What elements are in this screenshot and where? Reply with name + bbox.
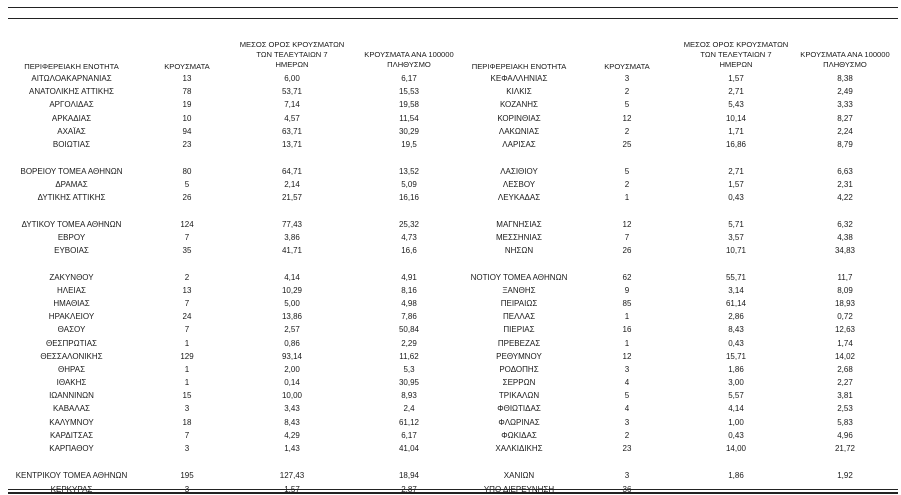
- right-row-name: ΡΟΔΟΠΗΣ: [499, 365, 539, 374]
- left-row-per: 16,6: [401, 246, 417, 255]
- left-row-avg: 13,71: [281, 140, 303, 149]
- right-row-cases: 5: [624, 167, 630, 176]
- left-row-avg: 4,14: [284, 273, 300, 282]
- right-row-avg: 10,71: [725, 246, 747, 255]
- right-row-name: ΠΙΕΡΙΑΣ: [503, 325, 535, 334]
- right-row-per: 12,63: [834, 325, 856, 334]
- right-row-name: ΦΛΩΡΙΝΑΣ: [498, 418, 540, 427]
- left-row-name: ΚΑΛΥΜΝΟΥ: [49, 418, 94, 427]
- right-row-avg: 10,14: [725, 114, 747, 123]
- left-row-avg: 10,29: [281, 286, 303, 295]
- left-row-cases: 18: [182, 418, 192, 427]
- right-row-per: 8,09: [837, 286, 853, 295]
- left-row-cases: 124: [180, 220, 194, 229]
- left-row-cases: 13: [182, 286, 192, 295]
- left-row-name: ΚΕΝΤΡΙΚΟΥ ΤΟΜΕΑ ΑΘΗΝΩΝ: [15, 471, 128, 480]
- right-row-cases: 2: [624, 87, 630, 96]
- right-row-name: ΝΗΣΩΝ: [504, 246, 534, 255]
- right-row-name: ΧΑΛΚΙΔΙΚΗΣ: [495, 444, 543, 453]
- right-row-name: ΣΕΡΡΩΝ: [502, 378, 536, 387]
- right-row-cases: 1: [624, 339, 630, 348]
- top-rule-2: [8, 18, 898, 19]
- left-row-cases: 129: [180, 352, 194, 361]
- right-row-cases: 3: [624, 418, 630, 427]
- right-row-avg: 5,71: [728, 220, 744, 229]
- left-row-avg: 2,57: [284, 325, 300, 334]
- right-row-per: 14,02: [834, 352, 856, 361]
- left-row-name: ΘΕΣΣΑΛΟΝΙΚΗΣ: [40, 352, 103, 361]
- right-row-avg: 1,71: [728, 127, 744, 136]
- left-row-avg: 3,43: [284, 404, 300, 413]
- right-row-avg: 2,71: [728, 87, 744, 96]
- right-row-cases: 25: [622, 140, 632, 149]
- left-row-per: 5,09: [401, 180, 417, 189]
- right-row-avg: 2,71: [728, 167, 744, 176]
- header-per-line2: ΠΛΗΘΥΣΜΟ: [387, 60, 431, 69]
- right-row-avg: 1,57: [728, 180, 744, 189]
- left-row-name: ΔΥΤΙΚΟΥ ΤΟΜΕΑ ΑΘΗΝΩΝ: [21, 220, 122, 229]
- top-rule: [8, 7, 898, 8]
- right-row-cases: 4: [624, 404, 630, 413]
- right-row-avg: 55,71: [725, 273, 747, 282]
- right-row-name: ΤΡΙΚΑΛΩΝ: [498, 391, 540, 400]
- left-row-name: ΑΙΤΩΛΟΑΚΑΡΝΑΝΙΑΣ: [31, 74, 112, 83]
- left-row-cases: 1: [184, 365, 190, 374]
- left-row-per: 7,86: [401, 312, 417, 321]
- left-row-name: ΕΒΡΟΥ: [57, 233, 86, 242]
- right-row-per: 2,24: [837, 127, 853, 136]
- header-region-left: ΠΕΡΙΦΕΡΕΙΑΚΗ ΕΝΟΤΗΤΑ: [24, 62, 119, 71]
- left-row-per: 2,29: [401, 339, 417, 348]
- right-row-cases: 23: [622, 444, 632, 453]
- right-row-cases: 12: [622, 352, 632, 361]
- right-row-per: 21,72: [834, 444, 856, 453]
- left-row-cases: 195: [180, 471, 194, 480]
- right-row-per: 34,83: [834, 246, 856, 255]
- right-row-cases: 4: [624, 378, 630, 387]
- left-row-name: ΚΑΡΠΑΘΟΥ: [49, 444, 94, 453]
- left-row-name: ΘΗΡΑΣ: [57, 365, 86, 374]
- left-row-per: 30,29: [398, 127, 420, 136]
- left-row-cases: 2: [184, 273, 190, 282]
- right-row-cases: 12: [622, 114, 632, 123]
- right-row-avg: 4,14: [728, 404, 744, 413]
- right-row-avg: 16,86: [725, 140, 747, 149]
- right-row-name: ΚΕΦΑΛΛΗΝΙΑΣ: [490, 74, 548, 83]
- left-row-cases: 26: [182, 193, 192, 202]
- left-row-name: ΙΩΑΝΝΙΝΩΝ: [49, 391, 94, 400]
- left-row-per: 8,16: [401, 286, 417, 295]
- left-row-per: 6,17: [401, 74, 417, 83]
- right-row-per: 18,93: [834, 299, 856, 308]
- left-row-per: 13,52: [398, 167, 420, 176]
- right-row-per: 2,53: [837, 404, 853, 413]
- right-row-cases: 5: [624, 100, 630, 109]
- right-row-per: 4,22: [837, 193, 853, 202]
- header-avg-line1: ΜΕΣΟΣ ΟΡΟΣ ΚΡΟΥΣΜΑΤΩΝ: [239, 40, 345, 49]
- left-row-cases: 1: [184, 339, 190, 348]
- bottom-rule: [8, 489, 898, 490]
- left-row-per: 19,58: [398, 100, 420, 109]
- left-row-avg: 21,57: [281, 193, 303, 202]
- right-row-name: ΛΑΣΙΘΙΟΥ: [500, 167, 538, 176]
- left-row-name: ΑΡΚΑΔΙΑΣ: [51, 114, 92, 123]
- left-row-cases: 3: [184, 444, 190, 453]
- left-row-name: ΚΑΒΑΛΑΣ: [53, 404, 90, 413]
- right-row-per: 0,72: [837, 312, 853, 321]
- left-row-cases: 24: [182, 312, 192, 321]
- right-row-avg: 3,00: [728, 378, 744, 387]
- right-row-name: ΦΩΚΙΔΑΣ: [501, 431, 537, 440]
- right-row-per: 1,92: [837, 471, 853, 480]
- left-row-avg: 2,14: [284, 180, 300, 189]
- right-row-name: ΠΕΙΡΑΙΩΣ: [500, 299, 538, 308]
- left-row-cases: 35: [182, 246, 192, 255]
- right-row-cases: 2: [624, 127, 630, 136]
- right-row-cases: 3: [624, 74, 630, 83]
- right-row-cases: 62: [622, 273, 632, 282]
- header-per-line1: ΚΡΟΥΣΜΑΤΑ ΑΝΑ 100000: [800, 50, 890, 59]
- left-row-name: ΒΟΡΕΙΟΥ ΤΟΜΕΑ ΑΘΗΝΩΝ: [20, 167, 123, 176]
- left-row-name: ΖΑΚΥΝΘΟΥ: [49, 273, 94, 282]
- right-row-name: ΡΕΘΥΜΝΟΥ: [496, 352, 542, 361]
- left-row-name: ΙΘΑΚΗΣ: [56, 378, 87, 387]
- left-row-per: 50,84: [398, 325, 420, 334]
- left-row-avg: 0,14: [284, 378, 300, 387]
- left-row-cases: 80: [182, 167, 192, 176]
- left-row-per: 61,12: [398, 418, 420, 427]
- right-row-cases: 26: [622, 246, 632, 255]
- left-row-avg: 63,71: [281, 127, 303, 136]
- left-row-name: ΗΜΑΘΙΑΣ: [53, 299, 90, 308]
- left-row-name: ΔΡΑΜΑΣ: [55, 180, 88, 189]
- right-row-avg: 8,43: [728, 325, 744, 334]
- right-row-per: 3,81: [837, 391, 853, 400]
- right-row-per: 6,63: [837, 167, 853, 176]
- left-row-avg: 8,43: [284, 418, 300, 427]
- right-row-avg: 1,57: [728, 74, 744, 83]
- right-row-cases: 1: [624, 312, 630, 321]
- left-row-per: 41,04: [398, 444, 420, 453]
- right-row-cases: 3: [624, 471, 630, 480]
- left-row-name: ΑΡΓΟΛΙΔΑΣ: [49, 100, 94, 109]
- right-row-avg: 5,57: [728, 391, 744, 400]
- left-row-avg: 3,86: [284, 233, 300, 242]
- header-avg-line2: ΤΩΝ ΤΕΛΕΥΤΑΙΩΝ 7: [700, 50, 772, 59]
- right-row-per: 2,68: [837, 365, 853, 374]
- header-per-left: [354, 50, 464, 70]
- right-row-per: 2,27: [837, 378, 853, 387]
- left-row-per: 2,4: [403, 404, 415, 413]
- left-row-avg: 2,00: [284, 365, 300, 374]
- right-row-per: 11,7: [837, 273, 853, 282]
- right-row-avg: 61,14: [725, 299, 747, 308]
- left-row-avg: 41,71: [281, 246, 303, 255]
- left-row-name: ΗΡΑΚΛΕΙΟΥ: [48, 312, 95, 321]
- header-cases-left: ΚΡΟΥΣΜΑΤΑ: [164, 62, 210, 71]
- left-row-cases: 1: [184, 378, 190, 387]
- right-row-per: 8,79: [837, 140, 853, 149]
- right-row-cases: 5: [624, 391, 630, 400]
- header-per-line1: ΚΡΟΥΣΜΑΤΑ ΑΝΑ 100000: [364, 50, 454, 59]
- left-row-name: ΔΥΤΙΚΗΣ ΑΤΤΙΚΗΣ: [37, 193, 106, 202]
- header-avg-line1: ΜΕΣΟΣ ΟΡΟΣ ΚΡΟΥΣΜΑΤΩΝ: [683, 40, 789, 49]
- right-row-per: 3,33: [837, 100, 853, 109]
- right-row-name: ΠΕΛΛΑΣ: [502, 312, 536, 321]
- header-avg-line3: ΗΜΕΡΩΝ: [719, 60, 753, 69]
- left-row-per: 11,54: [399, 114, 419, 123]
- right-row-name: ΚΟΖΑΝΗΣ: [499, 100, 539, 109]
- right-row-avg: 2,86: [728, 312, 744, 321]
- right-row-avg: 3,57: [728, 233, 744, 242]
- right-row-avg: 15,71: [725, 352, 747, 361]
- right-row-name: ΚΟΡΙΝΘΙΑΣ: [497, 114, 541, 123]
- right-row-name: ΠΡΕΒΕΖΑΣ: [497, 339, 541, 348]
- right-row-cases: 2: [624, 431, 630, 440]
- right-row-cases: 16: [622, 325, 632, 334]
- right-row-name: ΚΙΛΚΙΣ: [506, 87, 532, 96]
- left-row-per: 15,53: [398, 87, 420, 96]
- left-row-avg: 4,29: [284, 431, 300, 440]
- right-row-avg: 14,00: [725, 444, 747, 453]
- left-row-per: 16,16: [398, 193, 420, 202]
- right-row-avg: 5,43: [728, 100, 744, 109]
- right-row-cases: 3: [624, 365, 630, 374]
- right-row-avg: 0,43: [728, 431, 744, 440]
- right-row-per: 2,31: [837, 180, 853, 189]
- right-row-name: ΜΕΣΣΗΝΙΑΣ: [496, 233, 542, 242]
- left-row-avg: 53,71: [281, 87, 303, 96]
- left-row-per: 4,98: [401, 299, 417, 308]
- right-row-name: ΛΕΣΒΟΥ: [502, 180, 536, 189]
- right-row-per: 8,27: [837, 114, 853, 123]
- right-row-per: 6,32: [837, 220, 853, 229]
- right-row-name: ΝΟΤΙΟΥ ΤΟΜΕΑ ΑΘΗΝΩΝ: [470, 273, 568, 282]
- left-row-per: 25,32: [398, 220, 420, 229]
- left-row-per: 4,91: [401, 273, 417, 282]
- right-row-per: 5,83: [837, 418, 853, 427]
- left-row-avg: 7,14: [284, 100, 300, 109]
- header-avg-line3: ΗΜΕΡΩΝ: [275, 60, 309, 69]
- left-row-avg: 4,57: [284, 114, 300, 123]
- left-row-avg: 13,86: [281, 312, 303, 321]
- left-row-avg: 77,43: [281, 220, 303, 229]
- left-row-avg: 10,00: [281, 391, 303, 400]
- right-row-name: ΦΘΙΩΤΙΔΑΣ: [497, 404, 541, 413]
- left-row-avg: 127,43: [279, 471, 305, 480]
- header-avg-right: [678, 40, 794, 70]
- right-row-name: ΜΑΓΝΗΣΙΑΣ: [496, 220, 542, 229]
- right-row-avg: 1,00: [728, 418, 744, 427]
- right-row-per: 8,38: [837, 74, 853, 83]
- right-row-per: 2,49: [837, 87, 853, 96]
- right-row-per: 4,96: [837, 431, 853, 440]
- right-row-avg: 0,43: [728, 339, 744, 348]
- left-row-avg: 1,43: [284, 444, 300, 453]
- left-row-name: ΚΑΡΔΙΤΣΑΣ: [49, 431, 94, 440]
- right-row-name: ΧΑΝΙΩΝ: [503, 471, 535, 480]
- right-row-cases: 9: [624, 286, 630, 295]
- left-row-per: 8,93: [401, 391, 417, 400]
- left-row-cases: 7: [184, 233, 190, 242]
- header-region-right: ΠΕΡΙΦΕΡΕΙΑΚΗ ΕΝΟΤΗΤΑ: [471, 62, 567, 71]
- header-per-line2: ΠΛΗΘΥΣΜΟ: [823, 60, 867, 69]
- left-row-cases: 13: [182, 74, 192, 83]
- right-row-avg: 0,43: [728, 193, 744, 202]
- left-row-cases: 78: [182, 87, 192, 96]
- left-row-name: ΗΛΕΙΑΣ: [57, 286, 86, 295]
- left-row-cases: 7: [184, 431, 190, 440]
- right-row-avg: 3,14: [728, 286, 744, 295]
- left-row-avg: 93,14: [281, 352, 303, 361]
- header-cases-right: ΚΡΟΥΣΜΑΤΑ: [604, 62, 650, 71]
- left-row-cases: 10: [182, 114, 192, 123]
- left-row-cases: 5: [184, 180, 190, 189]
- left-row-cases: 19: [182, 100, 192, 109]
- right-row-cases: 1: [624, 193, 630, 202]
- header-per-right: [790, 50, 900, 70]
- right-row-name: ΞΑΝΘΗΣ: [502, 286, 536, 295]
- right-row-name: ΛΑΚΩΝΙΑΣ: [498, 127, 540, 136]
- right-row-cases: 85: [622, 299, 632, 308]
- left-row-name: ΘΕΣΠΡΩΤΙΑΣ: [46, 339, 97, 348]
- left-row-per: 5,3: [403, 365, 415, 374]
- left-row-cases: 7: [184, 325, 190, 334]
- right-row-cases: 12: [622, 220, 632, 229]
- left-row-per: 18,94: [398, 471, 420, 480]
- left-row-per: 4,73: [401, 233, 417, 242]
- header-avg-left: [234, 40, 350, 70]
- left-row-name: ΘΑΣΟΥ: [57, 325, 86, 334]
- right-row-per: 1,74: [837, 339, 853, 348]
- left-row-avg: 0,86: [284, 339, 300, 348]
- right-row-avg: 1,86: [728, 365, 744, 374]
- right-row-avg: 1,86: [728, 471, 744, 480]
- left-row-name: ΕΥΒΟΙΑΣ: [54, 246, 89, 255]
- left-row-cases: 94: [182, 127, 192, 136]
- left-row-avg: 64,71: [281, 167, 303, 176]
- header-avg-line2: ΤΩΝ ΤΕΛΕΥΤΑΙΩΝ 7: [256, 50, 328, 59]
- left-row-cases: 23: [182, 140, 192, 149]
- left-row-per: 6,17: [401, 431, 417, 440]
- right-row-per: 4,38: [837, 233, 853, 242]
- left-row-cases: 15: [182, 391, 192, 400]
- right-row-name: ΛΕΥΚΑΔΑΣ: [497, 193, 541, 202]
- left-row-name: ΑΝΑΤΟΛΙΚΗΣ ΑΤΤΙΚΗΣ: [29, 87, 114, 96]
- right-row-name: ΛΑΡΙΣΑΣ: [502, 140, 536, 149]
- left-row-name: ΑΧΑΪΑΣ: [57, 127, 86, 136]
- bottom-rule-2: [8, 492, 898, 494]
- left-row-avg: 5,00: [284, 299, 300, 308]
- left-row-per: 11,62: [399, 352, 419, 361]
- right-row-cases: 7: [624, 233, 630, 242]
- right-row-cases: 2: [624, 180, 630, 189]
- left-row-cases: 7: [184, 299, 190, 308]
- left-row-per: 19,5: [401, 140, 417, 149]
- left-row-name: ΒΟΙΩΤΙΑΣ: [52, 140, 91, 149]
- left-row-per: 30,95: [398, 378, 420, 387]
- left-row-cases: 3: [184, 404, 190, 413]
- left-row-avg: 6,00: [284, 74, 300, 83]
